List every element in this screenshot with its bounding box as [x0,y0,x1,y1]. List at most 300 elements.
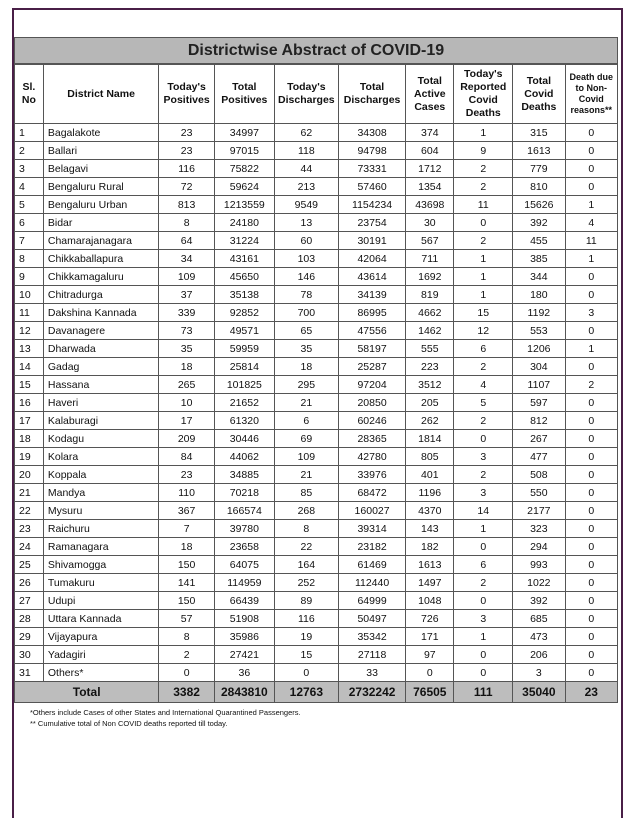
value-cell: 68472 [338,484,405,502]
sl-no-cell: 19 [15,448,44,466]
district-name-cell: Kodagu [43,430,158,448]
total-cell: 23 [565,682,617,703]
table-row [15,484,618,502]
col-today-deaths: Today's Reported Covid Deaths [454,65,513,124]
value-cell: 0 [454,214,513,232]
table-row [15,394,618,412]
col-total-deaths: Total Covid Deaths [513,65,565,124]
value-cell: 0 [565,394,617,412]
table-body [15,124,618,682]
district-name-cell: Bengaluru Rural [43,178,158,196]
value-cell: 27421 [214,646,274,664]
table-row [15,160,618,178]
value-cell: 1 [454,268,513,286]
value-cell: 0 [565,574,617,592]
value-cell: 3 [454,484,513,502]
value-cell: 604 [406,142,454,160]
value-cell: 206 [513,646,565,664]
value-cell: 2 [454,178,513,196]
col-sl: Sl. No [15,65,44,124]
table-row [15,286,618,304]
value-cell: 2 [454,232,513,250]
table-row [15,232,618,250]
value-cell: 685 [513,610,565,628]
value-cell: 550 [513,484,565,502]
value-cell: 14 [454,502,513,520]
value-cell: 0 [565,484,617,502]
table-row [15,520,618,538]
value-cell: 114959 [214,574,274,592]
district-name-cell: Udupi [43,592,158,610]
value-cell: 567 [406,232,454,250]
value-cell: 4370 [406,502,454,520]
value-cell: 160027 [338,502,405,520]
value-cell: 323 [513,520,565,538]
table-row [15,250,618,268]
value-cell: 374 [406,124,454,142]
value-cell: 103 [274,250,338,268]
value-cell: 0 [565,592,617,610]
value-cell: 25814 [214,358,274,376]
value-cell: 1 [454,250,513,268]
col-active-cases: Total Active Cases [406,65,454,124]
district-name-cell: Raichuru [43,520,158,538]
table-row [15,664,618,682]
value-cell: 8 [159,214,215,232]
value-cell: 43698 [406,196,454,214]
value-cell: 44 [274,160,338,178]
value-cell: 70218 [214,484,274,502]
value-cell: 7 [159,520,215,538]
table-row [15,610,618,628]
value-cell: 3 [565,304,617,322]
value-cell: 50497 [338,610,405,628]
table-row [15,448,618,466]
value-cell: 18 [159,358,215,376]
value-cell: 392 [513,214,565,232]
sl-no-cell: 7 [15,232,44,250]
district-name-cell: Shivamogga [43,556,158,574]
value-cell: 2 [565,376,617,394]
table-row [15,412,618,430]
sl-no-cell: 1 [15,124,44,142]
value-cell: 94798 [338,142,405,160]
table-row [15,358,618,376]
value-cell: 23 [159,124,215,142]
value-cell: 22 [274,538,338,556]
value-cell: 813 [159,196,215,214]
covid-abstract-document [14,37,618,729]
value-cell: 101825 [214,376,274,394]
value-cell: 2 [454,358,513,376]
sl-no-cell: 10 [15,286,44,304]
value-cell: 1 [565,250,617,268]
value-cell: 28365 [338,430,405,448]
value-cell: 1 [454,628,513,646]
value-cell: 89 [274,592,338,610]
value-cell: 0 [565,322,617,340]
value-cell: 150 [159,592,215,610]
value-cell: 30446 [214,430,274,448]
value-cell: 182 [406,538,454,556]
value-cell: 2 [454,160,513,178]
value-cell: 401 [406,466,454,484]
district-name-cell: Uttara Kannada [43,610,158,628]
sl-no-cell: 26 [15,574,44,592]
sl-no-cell: 18 [15,430,44,448]
value-cell: 4 [565,214,617,232]
value-cell: 0 [565,160,617,178]
total-cell: 3382 [159,682,215,703]
value-cell: 64999 [338,592,405,610]
value-cell: 30 [406,214,454,232]
value-cell: 34 [159,250,215,268]
district-name-cell: Chitradurga [43,286,158,304]
table-row [15,322,618,340]
table-row [15,142,618,160]
value-cell: 0 [565,538,617,556]
district-name-cell: Chikkaballapura [43,250,158,268]
value-cell: 2 [454,412,513,430]
sl-no-cell: 16 [15,394,44,412]
value-cell: 2177 [513,502,565,520]
value-cell: 141 [159,574,215,592]
table-row [15,214,618,232]
sl-no-cell: 17 [15,412,44,430]
value-cell: 0 [565,448,617,466]
value-cell: 0 [565,466,617,484]
col-non-covid-deaths: Death due to Non-Covid reasons** [565,65,617,124]
footnote: *Others include Cases of other States and International Quarantined Passengers. [30,708,301,717]
col-today-positives: Today's Positives [159,65,215,124]
value-cell: 508 [513,466,565,484]
district-name-cell: Davanagere [43,322,158,340]
district-table [14,64,618,703]
value-cell: 116 [274,610,338,628]
value-cell: 1497 [406,574,454,592]
district-name-cell: Kalaburagi [43,412,158,430]
sl-no-cell: 15 [15,376,44,394]
value-cell: 44062 [214,448,274,466]
value-cell: 116 [159,160,215,178]
district-name-cell: Haveri [43,394,158,412]
value-cell: 47556 [338,322,405,340]
value-cell: 146 [274,268,338,286]
table-row [15,376,618,394]
value-cell: 85 [274,484,338,502]
sl-no-cell: 21 [15,484,44,502]
value-cell: 455 [513,232,565,250]
value-cell: 13 [274,214,338,232]
value-cell: 3 [513,664,565,682]
value-cell: 1206 [513,340,565,358]
value-cell: 57460 [338,178,405,196]
value-cell: 166574 [214,502,274,520]
value-cell: 8 [274,520,338,538]
value-cell: 27118 [338,646,405,664]
value-cell: 60 [274,232,338,250]
table-row [15,196,618,214]
value-cell: 473 [513,628,565,646]
value-cell: 1107 [513,376,565,394]
value-cell: 726 [406,610,454,628]
value-cell: 18 [159,538,215,556]
value-cell: 1613 [513,142,565,160]
total-cell: 35040 [513,682,565,703]
value-cell: 1196 [406,484,454,502]
value-cell: 5 [454,394,513,412]
value-cell: 109 [159,268,215,286]
value-cell: 810 [513,178,565,196]
district-name-cell: Belagavi [43,160,158,178]
district-name-cell: Bidar [43,214,158,232]
sl-no-cell: 5 [15,196,44,214]
value-cell: 61469 [338,556,405,574]
district-name-cell: Ramanagara [43,538,158,556]
value-cell: 15626 [513,196,565,214]
value-cell: 73 [159,322,215,340]
value-cell: 15 [454,304,513,322]
value-cell: 43161 [214,250,274,268]
value-cell: 344 [513,268,565,286]
sl-no-cell: 9 [15,268,44,286]
table-row [15,538,618,556]
value-cell: 42064 [338,250,405,268]
value-cell: 60246 [338,412,405,430]
value-cell: 1712 [406,160,454,178]
value-cell: 64075 [214,556,274,574]
value-cell: 180 [513,286,565,304]
sl-no-cell: 20 [15,466,44,484]
value-cell: 34885 [214,466,274,484]
sl-no-cell: 4 [15,178,44,196]
district-name-cell: Koppala [43,466,158,484]
total-row [15,682,618,703]
value-cell: 164 [274,556,338,574]
value-cell: 1 [454,520,513,538]
table-row [15,592,618,610]
value-cell: 23182 [338,538,405,556]
value-cell: 171 [406,628,454,646]
value-cell: 0 [274,664,338,682]
value-cell: 66439 [214,592,274,610]
value-cell: 143 [406,520,454,538]
page-title: Districtwise Abstract of COVID-19 [14,37,618,64]
value-cell: 0 [454,646,513,664]
value-cell: 294 [513,538,565,556]
value-cell: 0 [565,268,617,286]
value-cell: 84 [159,448,215,466]
value-cell: 0 [565,286,617,304]
value-cell: 69 [274,430,338,448]
value-cell: 23658 [214,538,274,556]
value-cell: 3512 [406,376,454,394]
value-cell: 805 [406,448,454,466]
value-cell: 34139 [338,286,405,304]
value-cell: 0 [565,628,617,646]
value-cell: 1462 [406,322,454,340]
table-row [15,574,618,592]
value-cell: 57 [159,610,215,628]
value-cell: 97015 [214,142,274,160]
sl-no-cell: 28 [15,610,44,628]
value-cell: 1354 [406,178,454,196]
sl-no-cell: 24 [15,538,44,556]
col-total-positives: Total Positives [214,65,274,124]
district-name-cell: Kolara [43,448,158,466]
value-cell: 209 [159,430,215,448]
total-cell: 2843810 [214,682,274,703]
value-cell: 295 [274,376,338,394]
value-cell: 11 [565,232,617,250]
value-cell: 150 [159,556,215,574]
value-cell: 51908 [214,610,274,628]
value-cell: 1213559 [214,196,274,214]
col-district: District Name [43,65,158,124]
table-row [15,628,618,646]
value-cell: 262 [406,412,454,430]
value-cell: 0 [565,430,617,448]
value-cell: 0 [565,124,617,142]
value-cell: 339 [159,304,215,322]
value-cell: 43614 [338,268,405,286]
value-cell: 10 [159,394,215,412]
sl-no-cell: 12 [15,322,44,340]
sl-no-cell: 13 [15,340,44,358]
value-cell: 35138 [214,286,274,304]
value-cell: 1192 [513,304,565,322]
value-cell: 4 [454,376,513,394]
value-cell: 0 [406,664,454,682]
value-cell: 25287 [338,358,405,376]
value-cell: 0 [565,502,617,520]
value-cell: 1 [565,196,617,214]
value-cell: 15 [274,646,338,664]
value-cell: 97204 [338,376,405,394]
value-cell: 4662 [406,304,454,322]
table-row [15,268,618,286]
total-cell: 2732242 [338,682,405,703]
value-cell: 0 [565,142,617,160]
value-cell: 118 [274,142,338,160]
value-cell: 97 [406,646,454,664]
table-row [15,466,618,484]
value-cell: 993 [513,556,565,574]
value-cell: 819 [406,286,454,304]
value-cell: 597 [513,394,565,412]
value-cell: 21 [274,394,338,412]
value-cell: 37 [159,286,215,304]
district-name-cell: Dakshina Kannada [43,304,158,322]
sl-no-cell: 23 [15,520,44,538]
value-cell: 205 [406,394,454,412]
district-name-cell: Tumakuru [43,574,158,592]
value-cell: 0 [565,556,617,574]
value-cell: 59624 [214,178,274,196]
value-cell: 92852 [214,304,274,322]
value-cell: 0 [565,178,617,196]
table-row [15,430,618,448]
value-cell: 0 [454,592,513,610]
value-cell: 78 [274,286,338,304]
value-cell: 33 [338,664,405,682]
value-cell: 23 [159,466,215,484]
value-cell: 700 [274,304,338,322]
value-cell: 18 [274,358,338,376]
sl-no-cell: 27 [15,592,44,610]
value-cell: 3 [454,610,513,628]
value-cell: 812 [513,412,565,430]
value-cell: 0 [565,664,617,682]
value-cell: 1613 [406,556,454,574]
district-name-cell: Chamarajanagara [43,232,158,250]
footnote: ** Cumulative total of Non COVID deaths reported till today. [30,719,228,728]
value-cell: 19 [274,628,338,646]
table-row [15,178,618,196]
value-cell: 0 [565,610,617,628]
sl-no-cell: 29 [15,628,44,646]
value-cell: 21 [274,466,338,484]
value-cell: 72 [159,178,215,196]
value-cell: 23 [159,142,215,160]
value-cell: 1 [454,124,513,142]
district-name-cell: Dharwada [43,340,158,358]
value-cell: 3 [454,448,513,466]
value-cell: 553 [513,322,565,340]
value-cell: 2 [159,646,215,664]
col-today-discharges: Today's Discharges [274,65,338,124]
value-cell: 0 [454,538,513,556]
sl-no-cell: 8 [15,250,44,268]
value-cell: 0 [159,664,215,682]
value-cell: 34308 [338,124,405,142]
total-cell: 111 [454,682,513,703]
value-cell: 1814 [406,430,454,448]
value-cell: 61320 [214,412,274,430]
header-row [15,65,618,124]
sl-no-cell: 6 [15,214,44,232]
value-cell: 304 [513,358,565,376]
district-name-cell: Mysuru [43,502,158,520]
value-cell: 35 [159,340,215,358]
value-cell: 39780 [214,520,274,538]
total-label: Total [15,682,159,703]
value-cell: 42780 [338,448,405,466]
value-cell: 223 [406,358,454,376]
value-cell: 367 [159,502,215,520]
district-name-cell: Bagalakote [43,124,158,142]
value-cell: 213 [274,178,338,196]
value-cell: 36 [214,664,274,682]
value-cell: 35986 [214,628,274,646]
total-cell: 76505 [406,682,454,703]
value-cell: 23754 [338,214,405,232]
value-cell: 65 [274,322,338,340]
value-cell: 31224 [214,232,274,250]
value-cell: 58197 [338,340,405,358]
value-cell: 6 [454,556,513,574]
value-cell: 267 [513,430,565,448]
table-row [15,556,618,574]
sl-no-cell: 31 [15,664,44,682]
value-cell: 1022 [513,574,565,592]
value-cell: 1 [565,340,617,358]
value-cell: 75822 [214,160,274,178]
value-cell: 30191 [338,232,405,250]
value-cell: 2 [454,574,513,592]
value-cell: 385 [513,250,565,268]
value-cell: 109 [274,448,338,466]
